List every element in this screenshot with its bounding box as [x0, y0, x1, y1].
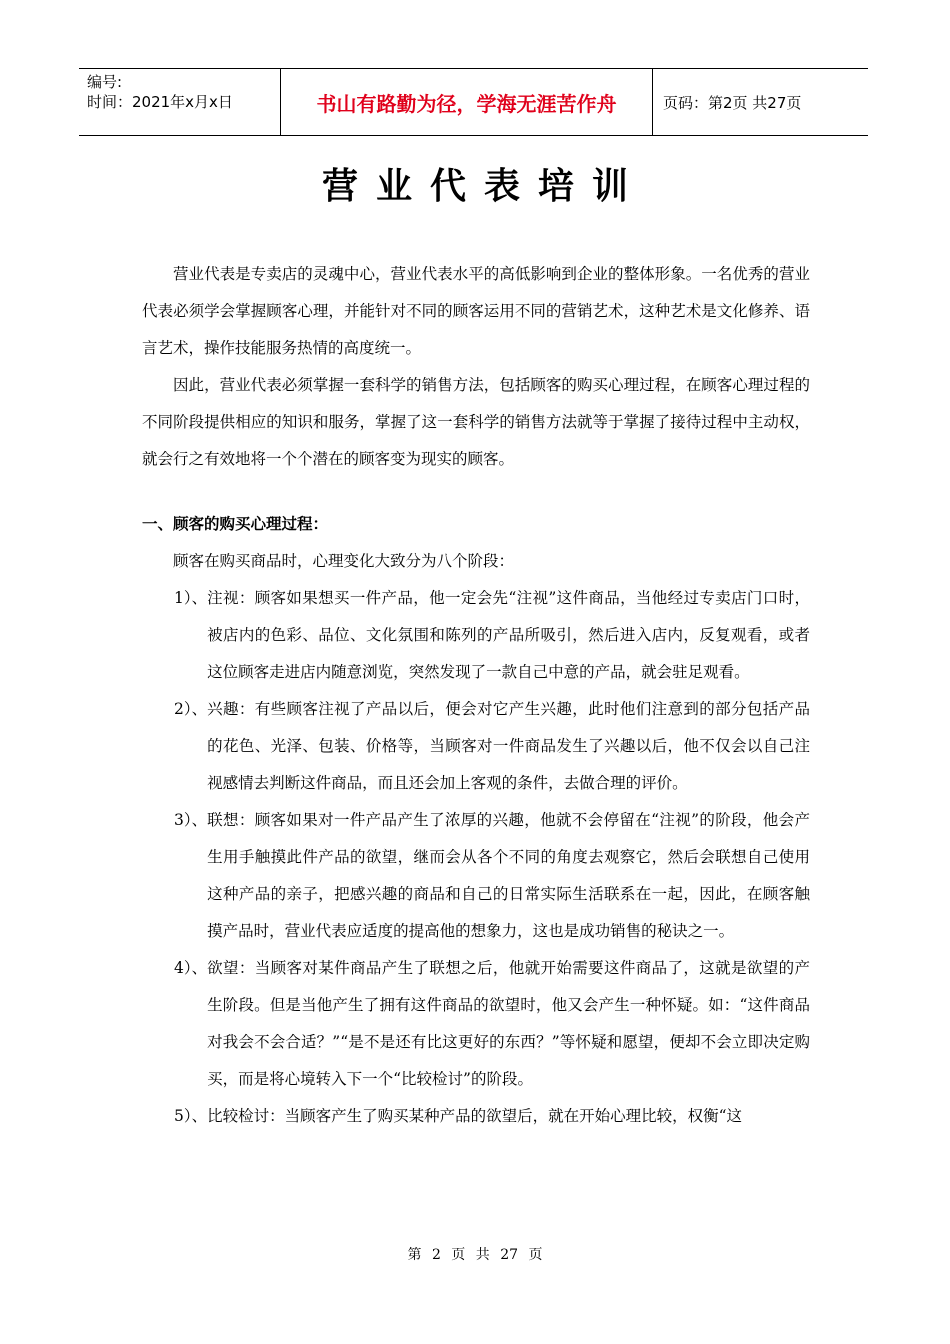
list-item	[142, 580, 810, 691]
intro-paragraph: 营业代表是专卖店的灵魂中心，营业代表水平的高低影响到企业的整体形象。一名优秀的营业代表必须学会掌握顾客心理，并能针对不同的顾客运用不同的营销艺术，这种艺术是文化修养、语言艺术，操作技能服务热情的高度统一。	[142, 265, 810, 357]
list-item	[142, 950, 810, 1098]
list-item-number: 4）、	[174, 959, 208, 977]
list-item-text: 注视：顾客如果想买一件产品，他一定会先“注视”这件商品，当他经过专卖店门口时，被店内的色彩、品位、文化氛围和陈列的产品所吸引，然后进入店内，反复观看，或者这位顾客走进店内随意浏览，突然发现了一款自己中意的产品，就会驻足观看。	[207, 589, 810, 681]
list-item-number: 1）、	[174, 589, 208, 607]
header-table	[79, 68, 868, 136]
list-item-number: 3）、	[174, 811, 208, 829]
list-item-number: 2）、	[174, 700, 208, 718]
list-item-text: 比较检讨：当顾客产生了购买某种产品的欲望后，就在开始心理比较，权衡“这	[207, 1107, 743, 1125]
list-item	[142, 802, 810, 950]
page-footer: 第 2 页 共 27 页	[407, 1247, 543, 1263]
list-item-number: 5）、	[174, 1107, 208, 1125]
section-heading: 一、顾客的购买心理过程：	[142, 515, 329, 533]
serial-label: 编号:	[87, 73, 123, 91]
intro-paragraph: 因此，营业代表必须掌握一套科学的销售方法，包括顾客的购买心理过程，在顾客心理过程的不同阶段提供相应的知识和服务，掌握了这一套科学的销售方法就等于掌握了接待过程中主动权，就会行之有效地将一个个潜在的顾客变为现实的顾客。	[142, 376, 810, 468]
list-item	[142, 1098, 810, 1135]
list-item	[142, 691, 810, 802]
list-item-text: 联想：顾客如果对一件产品产生了浓厚的兴趣，他就不会停留在“注视”的阶段，他会产生用手触摸此件产品的欲望，继而会从各个不同的角度去观察它，然后会联想自己使用这种产品的亲子，把感兴趣的商品和自己的日常实际生活联系在一起，因此，在顾客触摸产品时，营业代表应适度的提高他的想象力，这也是成功销售的秘诀之一。	[207, 811, 810, 940]
list-item-text: 兴趣：有些顾客注视了产品以后，便会对它产生兴趣，此时他们注意到的部分包括产品的花色、光泽、包装、价格等，当顾客对一件商品发生了兴趣以后，他不仅会以自己注视感情去判断这件商品，而且还会加上客观的条件，去做合理的评价。	[207, 700, 810, 792]
list-item-text: 欲望：当顾客对某件商品产生了联想之后，他就开始需要这件商品了，这就是欲望的产生阶段。但是当他产生了拥有这件商品的欲望时，他又会产生一种怀疑。如：“这件商品对我会不会合适？”“是不是还有比这更好的东西？”等怀疑和愿望，便却不会立即决定购买，而是将心境转入下一个“比较检讨”的阶段。	[207, 959, 810, 1088]
page-code: 页码：第2页 共27页	[663, 93, 802, 112]
page-title: 营业代表培训	[321, 165, 646, 207]
time-label: 时间：2021年x月x日	[87, 93, 233, 111]
motto: 书山有路勤为径，学海无涯苦作舟	[281, 69, 653, 135]
section-lead: 顾客在购买商品时，心理变化大致分为八个阶段：	[173, 552, 515, 570]
header-left-cell	[79, 69, 281, 135]
document-body	[142, 256, 810, 1135]
